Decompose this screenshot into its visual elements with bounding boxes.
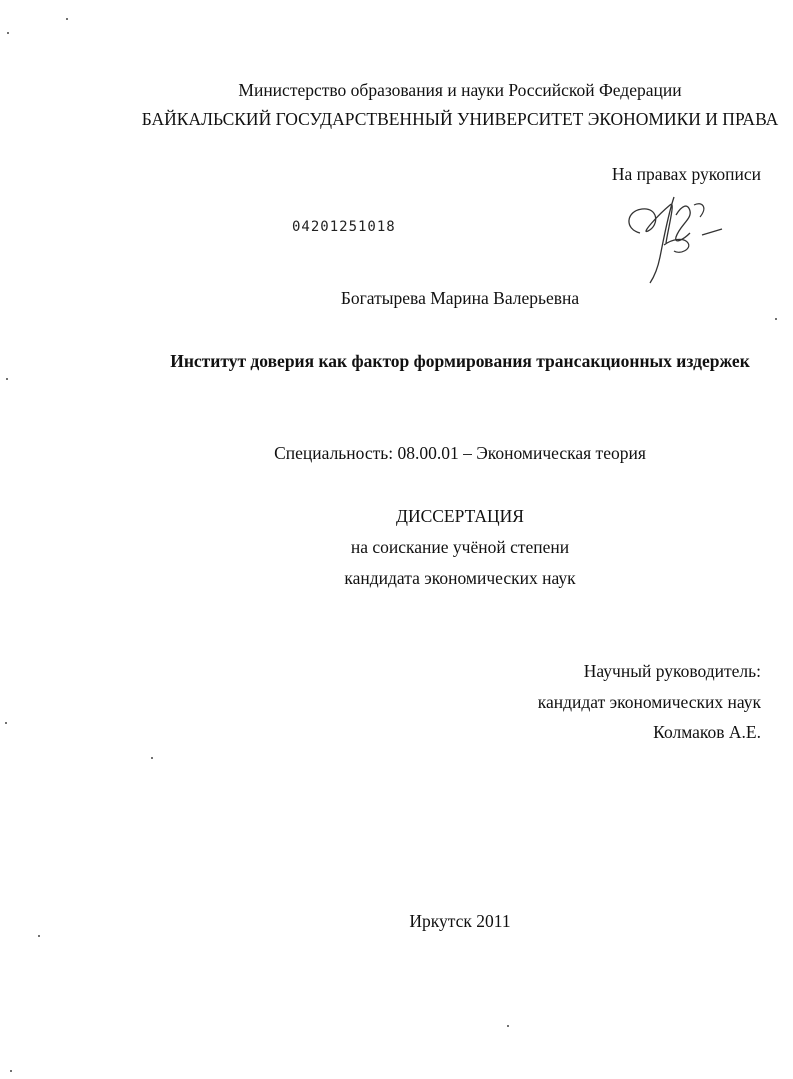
supervisor-name: Колмаков А.Е. <box>653 722 761 742</box>
supervisor-label: Научный руководитель: <box>583 661 761 681</box>
manuscript-note: На правах рукописи <box>611 164 761 184</box>
scan-speck <box>151 757 153 759</box>
author-name: Богатырева Марина Валерьевна <box>340 288 580 308</box>
dissertation-title: Институт доверия как фактор формирования трансакционных издержек <box>170 351 750 371</box>
specialty-line: Специальность: 08.00.01 – Экономическая теория <box>274 443 646 463</box>
degree-line-2: кандидата экономических наук <box>344 568 576 588</box>
scan-speck <box>10 1070 12 1072</box>
scan-speck <box>5 722 7 724</box>
stamp-number: 04201251018 <box>292 219 396 235</box>
scan-speck <box>38 935 40 937</box>
scan-speck <box>775 318 777 320</box>
supervisor-degree: кандидат экономических наук <box>537 692 761 712</box>
scan-speck <box>507 1025 509 1027</box>
scan-speck <box>66 18 68 20</box>
city-year: Иркутск 2011 <box>409 911 511 931</box>
dissertation-heading: ДИССЕРТАЦИЯ <box>396 506 524 526</box>
ministry-line: Министерство образования и науки Российской Федерации <box>238 80 682 100</box>
signature-image <box>618 185 728 285</box>
scan-speck <box>6 378 8 380</box>
scan-speck <box>7 32 9 34</box>
university-line: БАЙКАЛЬСКИЙ ГОСУДАРСТВЕННЫЙ УНИВЕРСИТЕТ ЭКОНОМИКИ И ПРАВА <box>141 109 779 129</box>
degree-line-1: на соискание учёной степени <box>350 537 570 557</box>
